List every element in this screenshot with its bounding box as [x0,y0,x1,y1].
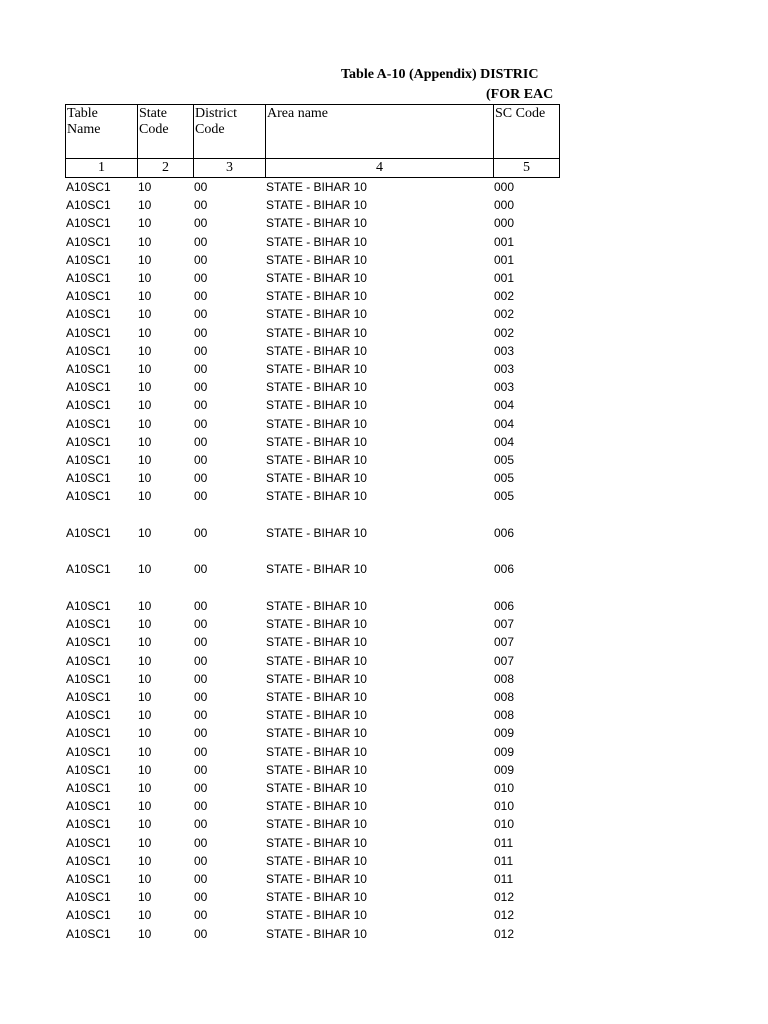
table-row [0,396,768,414]
cell-state: 10 [138,653,152,668]
cell-area: STATE - BIHAR 10 [266,434,367,449]
cell-sc: 009 [494,762,515,777]
cell-area: STATE - BIHAR 10 [266,708,367,723]
table-row [0,706,768,724]
cell-district: 00 [194,617,208,632]
cell-sc: 010 [494,799,515,814]
cell-table: A10SC1 [66,198,111,213]
table-row [0,415,768,433]
cell-area: STATE - BIHAR 10 [266,271,367,285]
cell-district: 00 [194,471,208,486]
cell-state: 10 [138,689,152,704]
cell-table: A10SC1 [66,598,111,613]
cell-area: STATE - BIHAR 10 [266,471,367,486]
cell-district: 00 [194,489,208,504]
cell-sc: 000 [494,216,515,231]
cell-sc: 007 [494,653,515,668]
cell-area: STATE - BIHAR 10 [266,562,367,577]
cell-sc: 004 [494,416,515,431]
cell-state: 10 [138,325,152,340]
cell-sc: 010 [494,780,515,795]
cell-sc: 005 [494,453,515,467]
cell-state: 10 [138,708,152,723]
cell-state: 10 [138,926,152,941]
cell-sc: 011 [494,835,514,850]
cell-sc: 000 [494,180,515,194]
cell-state: 10 [138,489,152,504]
table-row [0,560,768,578]
cell-table: A10SC1 [66,252,111,267]
cell-table: A10SC1 [66,762,111,777]
cell-table: A10SC1 [66,525,111,540]
cell-state: 10 [138,453,152,467]
cell-district: 00 [194,453,208,467]
table-row [0,597,768,615]
cell-state: 10 [138,307,152,322]
cell-state: 10 [138,234,152,249]
table-row [0,670,768,688]
cell-area: STATE - BIHAR 10 [266,890,367,905]
cell-state: 10 [138,434,152,449]
cell-district: 00 [194,671,208,686]
table-row [0,925,768,943]
cell-sc: 012 [494,890,515,905]
cell-district: 00 [194,871,208,886]
cell-sc: 006 [494,598,515,613]
cell-table: A10SC1 [66,180,111,194]
cell-area: STATE - BIHAR 10 [266,198,367,213]
cell-district: 00 [194,216,208,231]
cell-area: STATE - BIHAR 10 [266,799,367,814]
table-row [0,834,768,852]
cell-area: STATE - BIHAR 10 [266,871,367,886]
cell-district: 00 [194,726,208,741]
cell-state: 10 [138,562,152,577]
cell-state: 10 [138,799,152,814]
cell-sc: 007 [494,635,515,650]
header-district-code: District Code [193,104,266,159]
cell-table: A10SC1 [66,216,111,231]
table-row [0,233,768,251]
cell-sc: 009 [494,726,515,741]
table-row [0,251,768,269]
cell-sc: 003 [494,343,515,358]
cell-table: A10SC1 [66,234,111,249]
cell-sc: 001 [494,234,515,249]
cell-state: 10 [138,416,152,431]
cell-state: 10 [138,362,152,376]
cell-state: 10 [138,343,152,358]
table-row [0,305,768,323]
cell-table: A10SC1 [66,489,111,504]
table-row [0,451,768,469]
cell-area: STATE - BIHAR 10 [266,380,367,395]
cell-area: STATE - BIHAR 10 [266,362,367,376]
cell-state: 10 [138,198,152,213]
cell-district: 00 [194,416,208,431]
cell-sc: 001 [494,271,515,285]
cell-table: A10SC1 [66,744,111,759]
cell-area: STATE - BIHAR 10 [266,453,367,467]
cell-area: STATE - BIHAR 10 [266,726,367,741]
cell-state: 10 [138,726,152,741]
cell-state: 10 [138,635,152,650]
cell-table: A10SC1 [66,307,111,322]
cell-sc: 008 [494,689,515,704]
cell-district: 00 [194,744,208,759]
cell-district: 00 [194,598,208,613]
cell-sc: 011 [494,853,514,868]
cell-sc: 012 [494,926,515,941]
cell-area: STATE - BIHAR 10 [266,835,367,850]
cell-table: A10SC1 [66,635,111,650]
cell-area: STATE - BIHAR 10 [266,853,367,868]
column-number-3: 3 [193,158,266,178]
table-row [0,324,768,342]
cell-district: 00 [194,908,208,923]
cell-district: 00 [194,926,208,941]
table-row [0,724,768,742]
table-row [0,797,768,815]
cell-table: A10SC1 [66,817,111,832]
cell-sc: 009 [494,744,515,759]
table-title: Table A-10 (Appendix) DISTRIC [341,67,539,82]
cell-sc: 010 [494,817,515,832]
cell-state: 10 [138,380,152,395]
cell-state: 10 [138,890,152,905]
cell-table: A10SC1 [66,398,111,413]
cell-area: STATE - BIHAR 10 [266,926,367,941]
cell-state: 10 [138,871,152,886]
table-row [0,214,768,232]
cell-table: A10SC1 [66,890,111,905]
cell-sc: 007 [494,617,515,632]
cell-state: 10 [138,744,152,759]
cell-table: A10SC1 [66,671,111,686]
table-row [0,815,768,833]
cell-table: A10SC1 [66,325,111,340]
table-row [0,633,768,651]
cell-district: 00 [194,853,208,868]
table-row [0,360,768,378]
cell-table: A10SC1 [66,726,111,741]
cell-area: STATE - BIHAR 10 [266,598,367,613]
cell-state: 10 [138,780,152,795]
cell-district: 00 [194,234,208,249]
cell-state: 10 [138,598,152,613]
cell-district: 00 [194,799,208,814]
cell-table: A10SC1 [66,835,111,850]
cell-district: 00 [194,343,208,358]
cell-table: A10SC1 [66,453,111,467]
cell-table: A10SC1 [66,780,111,795]
cell-area: STATE - BIHAR 10 [266,325,367,340]
cell-table: A10SC1 [66,380,111,395]
column-number-5: 5 [493,158,560,178]
cell-state: 10 [138,471,152,486]
table-row [0,487,768,505]
cell-district: 00 [194,835,208,850]
cell-district: 00 [194,325,208,340]
cell-sc: 002 [494,325,515,340]
column-number-1: 1 [65,158,138,178]
cell-district: 00 [194,780,208,795]
cell-sc: 000 [494,198,515,213]
cell-district: 00 [194,434,208,449]
cell-area: STATE - BIHAR 10 [266,180,367,194]
cell-table: A10SC1 [66,853,111,868]
cell-table: A10SC1 [66,416,111,431]
cell-state: 10 [138,908,152,923]
cell-area: STATE - BIHAR 10 [266,489,367,504]
cell-state: 10 [138,216,152,231]
cell-district: 00 [194,562,208,577]
cell-area: STATE - BIHAR 10 [266,635,367,650]
cell-area: STATE - BIHAR 10 [266,653,367,668]
cell-table: A10SC1 [66,562,111,577]
cell-table: A10SC1 [66,926,111,941]
cell-sc: 008 [494,671,515,686]
cell-district: 00 [194,635,208,650]
table-row [0,779,768,797]
table-row [0,469,768,487]
cell-state: 10 [138,835,152,850]
cell-sc: 004 [494,398,515,413]
header-sc-code: SC Code [493,104,560,159]
cell-table: A10SC1 [66,471,111,486]
cell-sc: 011 [494,871,514,886]
table-row [0,852,768,870]
cell-sc: 006 [494,562,515,577]
table-row [0,743,768,761]
cell-state: 10 [138,525,152,540]
cell-area: STATE - BIHAR 10 [266,234,367,249]
cell-sc: 001 [494,252,515,267]
cell-state: 10 [138,762,152,777]
table-row [0,524,768,542]
cell-district: 00 [194,398,208,413]
cell-sc: 002 [494,307,515,322]
cell-area: STATE - BIHAR 10 [266,216,367,231]
cell-sc: 005 [494,471,515,486]
cell-table: A10SC1 [66,871,111,886]
cell-district: 00 [194,762,208,777]
cell-sc: 003 [494,362,515,376]
cell-district: 00 [194,890,208,905]
cell-table: A10SC1 [66,908,111,923]
cell-table: A10SC1 [66,708,111,723]
cell-area: STATE - BIHAR 10 [266,289,367,304]
table-row [0,378,768,396]
cell-sc: 002 [494,289,515,304]
cell-table: A10SC1 [66,343,111,358]
cell-area: STATE - BIHAR 10 [266,744,367,759]
table-row [0,688,768,706]
cell-table: A10SC1 [66,689,111,704]
cell-area: STATE - BIHAR 10 [266,343,367,358]
cell-sc: 006 [494,525,515,540]
cell-state: 10 [138,289,152,304]
cell-district: 00 [194,525,208,540]
cell-sc: 008 [494,708,515,723]
cell-state: 10 [138,271,152,285]
cell-district: 00 [194,689,208,704]
cell-area: STATE - BIHAR 10 [266,252,367,267]
cell-area: STATE - BIHAR 10 [266,780,367,795]
cell-state: 10 [138,853,152,868]
table-row [0,196,768,214]
cell-area: STATE - BIHAR 10 [266,617,367,632]
cell-area: STATE - BIHAR 10 [266,416,367,431]
cell-sc: 004 [494,434,515,449]
table-row [0,761,768,779]
header-table-name: Table Name [65,104,138,159]
cell-table: A10SC1 [66,799,111,814]
cell-area: STATE - BIHAR 10 [266,307,367,322]
cell-table: A10SC1 [66,289,111,304]
table-row [0,287,768,305]
cell-area: STATE - BIHAR 10 [266,908,367,923]
cell-area: STATE - BIHAR 10 [266,398,367,413]
table-row [0,615,768,633]
cell-sc: 012 [494,908,515,923]
table-subtitle: (FOR EAC [486,87,554,102]
cell-state: 10 [138,671,152,686]
cell-sc: 005 [494,489,515,504]
cell-table: A10SC1 [66,617,111,632]
cell-state: 10 [138,817,152,832]
cell-area: STATE - BIHAR 10 [266,762,367,777]
table-row [0,652,768,670]
cell-state: 10 [138,398,152,413]
cell-district: 00 [194,252,208,267]
table-row [0,178,768,196]
cell-district: 00 [194,708,208,723]
cell-district: 00 [194,289,208,304]
cell-table: A10SC1 [66,362,111,376]
table-row [0,269,768,287]
cell-district: 00 [194,817,208,832]
cell-state: 10 [138,617,152,632]
cell-state: 10 [138,252,152,267]
table-row [0,888,768,906]
header-state-code: State Code [137,104,194,159]
cell-area: STATE - BIHAR 10 [266,689,367,704]
cell-sc: 003 [494,380,515,395]
table-row [0,342,768,360]
header-area-name: Area name [265,104,494,159]
column-number-4: 4 [265,158,494,178]
cell-district: 00 [194,380,208,395]
cell-table: A10SC1 [66,271,111,285]
table-row [0,433,768,451]
table-row [0,906,768,924]
cell-state: 10 [138,180,152,194]
cell-area: STATE - BIHAR 10 [266,671,367,686]
cell-area: STATE - BIHAR 10 [266,817,367,832]
cell-district: 00 [194,198,208,213]
column-number-2: 2 [137,158,194,178]
cell-district: 00 [194,653,208,668]
cell-district: 00 [194,271,208,285]
cell-district: 00 [194,180,208,194]
cell-district: 00 [194,307,208,322]
cell-district: 00 [194,362,208,376]
cell-area: STATE - BIHAR 10 [266,525,367,540]
table-row [0,870,768,888]
cell-table: A10SC1 [66,653,111,668]
cell-table: A10SC1 [66,434,111,449]
